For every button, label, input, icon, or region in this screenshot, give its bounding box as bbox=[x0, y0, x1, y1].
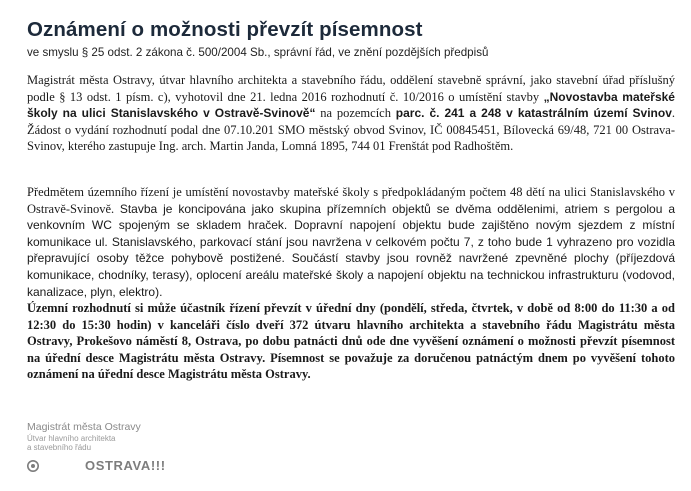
paragraph-decision bbox=[27, 72, 675, 155]
decision-intro: Magistrát města Ostravy, útvar hlavního architekta a stavebního řádu, oddělení stavebně správní, jako stavební úřad příslušný podle § 13 odst. 1 písm. c), vyhotovil dne 21. ledna 2016 rozhodnutí č. 10/2016 o umístění stavby bbox=[27, 73, 675, 104]
notice-title: Oznámení o možnosti převzít písemnost bbox=[27, 18, 423, 41]
footer-department bbox=[27, 434, 116, 452]
city-emblem-icon bbox=[27, 460, 39, 472]
decision-land-intro: na pozemcích bbox=[315, 106, 396, 121]
building-description: Stavba je koncipována jako skupina přízemních objektů se dvěma oddělenimi, atriem s pergolou a venkovním WC spojeným se skladem hraček. Dopravní napojení objektu bude zajištěno novým sjezdem z místní komunikace ul. Stanislavského, parkovací stání jsou navržena v celkovém počtu 7, z toho bude 1 vyhrazeno pro vozidla přepravující osoby těžce pohybově postižené. Součástí stavby jsou rovněž navržené zpevněné plochy (příjezdová komunikace, chodníky, terasy), oplocení areálu mateřské školy a napojení objektu na technickou infrastrukturu (vodovod, kanalizace, plyn, elektro). bbox=[27, 201, 675, 299]
building-name: „Novostavba mateřské školy na ulici Stanislavského v Ostravě-Svinově“ bbox=[27, 89, 675, 121]
footer-dept-line2: a stavebního řádu bbox=[27, 443, 92, 452]
paragraph-subject bbox=[27, 184, 675, 300]
paragraph-pickup-info: Územní rozhodnutí si může účastník řízení převzít v úřední dny (pondělí, středa, čtvrtek, v době od 8:00 do 11:30 a od 12:30 do 15:30 hodin) v kanceláři číslo dveří 372 útvaru hlavního architekta a stavebního řádu Magistrátu města Ostravy, Prokešovo náměstí 8, Ostrava, po dobu patnácti dnů ode dne vyvěšení oznámení o možnosti převzít písemnost na úřední desce Magistrátu města Ostravy. Písemnost se považuje za doručenou patnáctým dnem po vyvěšení tohoto oznámení na úřední desce Magistrátu města Ostravy. bbox=[27, 301, 675, 382]
footer-dept-line1: Útvar hlavního architekta bbox=[27, 434, 116, 443]
subject-intro: Předmětem územního řízení je umístění novostavby mateřské školy s předpokládaným počtem 48 dětí na ulici Stanislavského v Ostravě-Svinově. bbox=[27, 185, 675, 216]
parcel-number: parc. č. 241 a 248 v katastrálním území Svinov bbox=[395, 106, 672, 121]
notice-subtitle: ve smyslu § 25 odst. 2 zákona č. 500/2004 Sb., správní řád, ve znění pozdějších předpisů bbox=[27, 46, 489, 59]
applicant-info: . Žádost o vydání rozhodnutí podal dne 07.10.201 SMO městský obvod Svinov, IČ 00845451, Bílovecká 69/48, 721 00 Ostrava-Svinov, kterého zastupuje Ing. arch. Martin Janda, Lomná 1895, 744 01 Frenštát pod Radhoštěm. bbox=[27, 106, 676, 154]
ostrava-brand-logo: OSTRAVA!!! bbox=[85, 458, 166, 473]
footer-org-name: Magistrát města Ostravy bbox=[27, 421, 141, 433]
